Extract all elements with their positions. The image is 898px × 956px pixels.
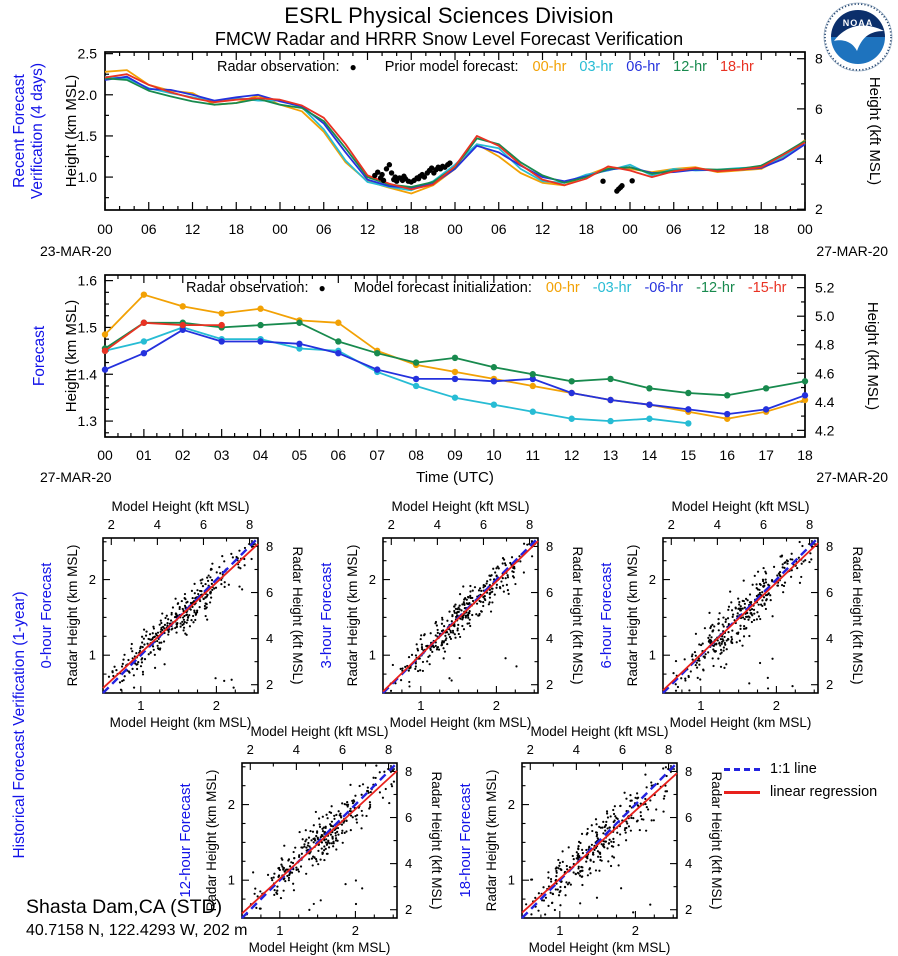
svg-text:06: 06 <box>140 221 157 237</box>
svg-text:Radar Height (km MSL): Radar Height (km MSL) <box>204 769 219 912</box>
svg-text:4.2: 4.2 <box>815 422 835 439</box>
scatter-18hr-forecast <box>454 723 734 956</box>
svg-text:Time (UTC): Time (UTC) <box>416 469 494 486</box>
legend-item: Prior model forecast: <box>384 59 519 75</box>
svg-text:23-MAR-20: 23-MAR-20 <box>40 243 112 259</box>
svg-text:4: 4 <box>815 151 823 168</box>
svg-text:06: 06 <box>330 447 347 463</box>
svg-text:Model Height (kft MSL): Model Height (kft MSL) <box>530 724 669 739</box>
svg-text:8: 8 <box>805 517 814 532</box>
svg-text:18: 18 <box>797 447 813 463</box>
svg-text:6: 6 <box>618 742 627 757</box>
scatter-legend <box>724 761 877 807</box>
legend-item: Model forecast initialization: <box>353 280 532 296</box>
legend-item: 18-hr <box>719 59 754 75</box>
svg-text:00: 00 <box>622 221 638 237</box>
svg-text:01: 01 <box>136 447 152 463</box>
legend-item: Radar observation: <box>186 280 309 296</box>
legend-item: -03-hr <box>592 280 632 296</box>
svg-text:Radar Height (kft MSL): Radar Height (kft MSL) <box>570 546 585 685</box>
svg-text:8: 8 <box>685 763 693 779</box>
svg-text:Model Height (km MSL): Model Height (km MSL) <box>109 715 252 730</box>
legend-item: ● <box>349 60 357 74</box>
svg-text:1: 1 <box>697 698 705 713</box>
svg-text:18: 18 <box>578 221 595 237</box>
svg-text:6: 6 <box>405 810 413 826</box>
svg-text:16: 16 <box>719 447 736 463</box>
svg-text:Height (km MSL): Height (km MSL) <box>63 74 80 188</box>
svg-text:4: 4 <box>292 742 300 757</box>
svg-text:4: 4 <box>266 631 274 647</box>
historical-section-label: Historical Forecast Verification (1-year) <box>11 591 28 859</box>
svg-text:06: 06 <box>665 221 682 237</box>
svg-text:Forecast: Forecast <box>31 325 48 387</box>
svg-text:1: 1 <box>227 872 235 888</box>
svg-text:00: 00 <box>272 221 288 237</box>
svg-text:12-hour Forecast: 12-hour Forecast <box>177 783 194 898</box>
svg-text:8: 8 <box>266 538 274 554</box>
svg-text:2: 2 <box>631 923 640 938</box>
station-coords: 40.7158 N, 122.4293 W, 202 m <box>26 922 248 939</box>
svg-text:Radar Height (kft MSL): Radar Height (kft MSL) <box>709 771 724 910</box>
svg-text:5.0: 5.0 <box>815 308 835 325</box>
svg-text:02: 02 <box>174 447 191 463</box>
svg-text:06: 06 <box>490 221 507 237</box>
legend-item: ● <box>318 281 326 295</box>
svg-text:2: 2 <box>492 698 501 713</box>
svg-text:2: 2 <box>88 572 96 588</box>
svg-text:8: 8 <box>405 763 413 779</box>
svg-text:2: 2 <box>266 677 274 693</box>
legend-item: -15-hr <box>747 280 787 296</box>
legend-regression-row <box>724 784 877 800</box>
legend-item: 00-hr <box>545 280 580 296</box>
svg-text:6: 6 <box>826 585 834 601</box>
svg-text:4.6: 4.6 <box>815 365 835 382</box>
svg-text:8: 8 <box>525 517 534 532</box>
svg-text:Height (km MSL): Height (km MSL) <box>63 299 80 413</box>
svg-text:2: 2 <box>826 677 834 693</box>
svg-text:8: 8 <box>384 742 393 757</box>
legend-item: 03-hr <box>579 59 614 75</box>
svg-text:Model Height (km MSL): Model Height (km MSL) <box>389 715 532 730</box>
svg-text:8: 8 <box>664 742 673 757</box>
svg-text:1: 1 <box>137 698 145 713</box>
svg-text:4: 4 <box>405 856 413 872</box>
svg-text:0-hour Forecast: 0-hour Forecast <box>38 562 55 669</box>
svg-text:15: 15 <box>680 447 697 463</box>
svg-text:14: 14 <box>641 447 658 463</box>
svg-text:4.4: 4.4 <box>815 393 835 410</box>
svg-text:Model Height (kft MSL): Model Height (kft MSL) <box>111 499 250 514</box>
svg-text:Model Height (km MSL): Model Height (km MSL) <box>248 940 391 955</box>
svg-text:Model Height (km MSL): Model Height (km MSL) <box>669 715 812 730</box>
svg-text:6: 6 <box>815 100 823 117</box>
svg-text:3-hour Forecast: 3-hour Forecast <box>318 562 335 669</box>
svg-text:2: 2 <box>107 517 115 532</box>
svg-text:2: 2 <box>667 517 675 532</box>
legend-item: 06-hr <box>626 59 661 75</box>
svg-text:Model Height (kft MSL): Model Height (kft MSL) <box>250 724 389 739</box>
svg-text:1.3: 1.3 <box>77 413 97 430</box>
legend-item: 00-hr <box>532 59 567 75</box>
svg-text:Model Height (km MSL): Model Height (km MSL) <box>528 940 671 955</box>
svg-text:2.0: 2.0 <box>77 86 97 103</box>
svg-text:00: 00 <box>447 221 463 237</box>
page-title: ESRL Physical Sciences Division <box>284 3 614 28</box>
svg-text:2: 2 <box>685 902 693 918</box>
svg-text:Radar Height (km MSL): Radar Height (km MSL) <box>65 544 80 687</box>
svg-text:1: 1 <box>648 647 656 663</box>
svg-text:2: 2 <box>227 797 235 813</box>
svg-text:2: 2 <box>351 923 360 938</box>
svg-text:2: 2 <box>405 902 413 918</box>
svg-text:00: 00 <box>97 447 113 463</box>
svg-text:4: 4 <box>433 517 441 532</box>
forecast-chart <box>0 262 898 497</box>
legend-item: 12-hr <box>673 59 707 75</box>
noaa-logo-text: NOAA <box>842 18 874 28</box>
svg-text:Radar Height (km MSL): Radar Height (km MSL) <box>345 544 360 687</box>
recent-chart-legend <box>217 59 767 75</box>
svg-text:Radar Height (kft MSL): Radar Height (kft MSL) <box>850 546 865 685</box>
station-name: Shasta Dam,CA (STD) <box>26 896 223 918</box>
svg-text:6: 6 <box>338 742 347 757</box>
svg-text:4: 4 <box>572 742 580 757</box>
scatter-3hr-forecast <box>315 498 595 733</box>
svg-text:Model Height (kft MSL): Model Height (kft MSL) <box>671 499 810 514</box>
svg-text:1: 1 <box>507 872 515 888</box>
svg-text:4: 4 <box>826 631 834 647</box>
legend-item: -12-hr <box>696 280 735 296</box>
svg-text:1: 1 <box>417 698 425 713</box>
svg-text:08: 08 <box>408 447 424 463</box>
svg-text:5.2: 5.2 <box>815 279 835 296</box>
svg-text:4: 4 <box>685 856 693 872</box>
svg-text:27-MAR-20: 27-MAR-20 <box>816 243 888 259</box>
svg-text:6: 6 <box>266 585 274 601</box>
svg-text:Radar Height (km MSL): Radar Height (km MSL) <box>625 544 640 687</box>
regression-label: linear regression <box>770 784 878 800</box>
svg-text:2: 2 <box>368 572 376 588</box>
svg-text:6: 6 <box>685 810 693 826</box>
svg-text:1.5: 1.5 <box>77 127 97 144</box>
svg-text:8: 8 <box>546 538 554 554</box>
svg-text:6-hour Forecast: 6-hour Forecast <box>598 562 615 669</box>
svg-text:2: 2 <box>526 742 534 757</box>
svg-text:1.5: 1.5 <box>77 319 97 336</box>
svg-text:6: 6 <box>479 517 488 532</box>
svg-text:Radar Height (km MSL): Radar Height (km MSL) <box>484 769 499 912</box>
svg-text:Recent Forecast: Recent Forecast <box>11 74 28 188</box>
svg-text:1: 1 <box>556 923 564 938</box>
one-to-one-label: 1:1 line <box>770 761 817 777</box>
svg-text:8: 8 <box>245 517 254 532</box>
svg-text:2: 2 <box>387 517 395 532</box>
svg-text:13: 13 <box>602 447 619 463</box>
svg-text:1: 1 <box>88 647 96 663</box>
svg-text:07: 07 <box>369 447 386 463</box>
svg-text:6: 6 <box>546 585 554 601</box>
svg-text:09: 09 <box>447 447 463 463</box>
svg-text:2: 2 <box>815 201 823 218</box>
page-subtitle: FMCW Radar and HRRR Snow Level Forecast Verification <box>214 29 684 49</box>
svg-text:4.8: 4.8 <box>815 336 835 353</box>
svg-text:8: 8 <box>826 538 834 554</box>
svg-text:12: 12 <box>359 221 376 237</box>
svg-text:17: 17 <box>758 447 774 463</box>
svg-text:10: 10 <box>486 447 502 463</box>
svg-text:Radar Height (kft MSL): Radar Height (kft MSL) <box>429 771 444 910</box>
svg-text:00: 00 <box>797 221 813 237</box>
svg-text:27-MAR-20: 27-MAR-20 <box>40 469 112 485</box>
legend-item: -06-hr <box>644 280 684 296</box>
regression-line-sample <box>724 791 760 794</box>
svg-text:Height (kft MSL): Height (kft MSL) <box>864 301 881 411</box>
svg-text:12: 12 <box>184 221 201 237</box>
svg-text:1.0: 1.0 <box>77 169 97 186</box>
svg-text:Height (kft MSL): Height (kft MSL) <box>866 76 883 186</box>
svg-text:1: 1 <box>368 647 376 663</box>
forecast-chart-legend <box>186 280 800 296</box>
svg-text:04: 04 <box>252 447 269 463</box>
svg-text:06: 06 <box>315 221 332 237</box>
svg-text:18: 18 <box>228 221 245 237</box>
svg-text:00: 00 <box>97 221 113 237</box>
svg-text:2: 2 <box>648 572 656 588</box>
svg-text:1.4: 1.4 <box>77 366 97 383</box>
svg-text:6: 6 <box>759 517 768 532</box>
svg-text:2: 2 <box>246 742 254 757</box>
svg-text:2: 2 <box>507 797 515 813</box>
svg-text:05: 05 <box>291 447 308 463</box>
svg-text:Radar Height (kft MSL): Radar Height (kft MSL) <box>290 546 305 685</box>
one-to-one-line-sample <box>724 768 760 771</box>
svg-text:12: 12 <box>534 221 551 237</box>
svg-text:1: 1 <box>276 923 284 938</box>
svg-text:12: 12 <box>563 447 580 463</box>
svg-text:18-hour Forecast: 18-hour Forecast <box>457 783 474 898</box>
svg-text:18: 18 <box>403 221 420 237</box>
svg-text:1.6: 1.6 <box>77 272 97 289</box>
svg-text:2: 2 <box>212 698 221 713</box>
svg-text:2: 2 <box>546 677 554 693</box>
svg-text:12: 12 <box>709 221 726 237</box>
scatter-0hr-forecast <box>35 498 315 733</box>
svg-text:18: 18 <box>753 221 770 237</box>
svg-text:Model Height (kft MSL): Model Height (kft MSL) <box>391 499 530 514</box>
svg-text:Verification (4 days): Verification (4 days) <box>29 62 46 200</box>
svg-text:2.5: 2.5 <box>77 45 97 62</box>
legend-item: Radar observation: <box>217 59 340 75</box>
svg-text:11: 11 <box>525 447 541 463</box>
svg-text:4: 4 <box>546 631 554 647</box>
svg-text:4: 4 <box>713 517 721 532</box>
svg-text:8: 8 <box>815 50 823 67</box>
scatter-6hr-forecast <box>595 498 875 733</box>
svg-text:4: 4 <box>153 517 161 532</box>
svg-text:27-MAR-20: 27-MAR-20 <box>816 469 888 485</box>
legend-one-to-one-row <box>724 761 877 777</box>
svg-text:2: 2 <box>772 698 781 713</box>
svg-text:03: 03 <box>213 447 230 463</box>
svg-text:6: 6 <box>199 517 208 532</box>
